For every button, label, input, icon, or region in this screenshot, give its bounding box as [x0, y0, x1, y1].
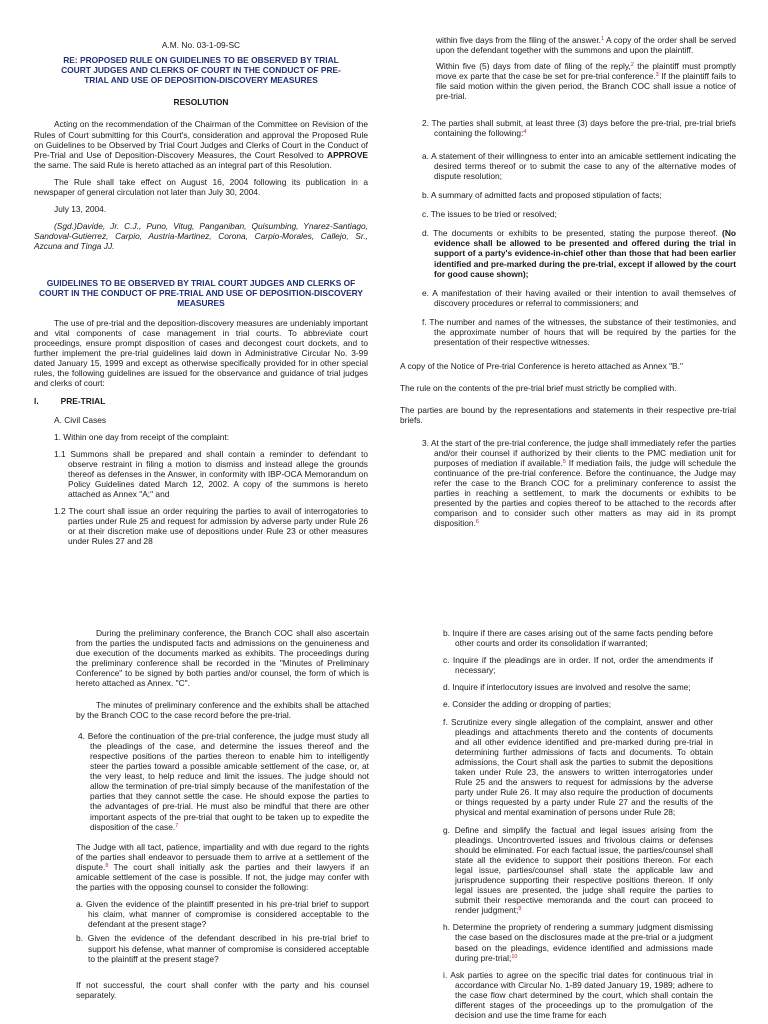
judge-tact-paragraph: The Judge with all tact, patience, impartiality and with due regard to the rights of the parties shall endeavor to persuade them to arrive at a settlement of the dispute.$^8$ The court shall initially ask the parties and their lawyers if an amicable settlement of the case is possible. If not, the judge may confer with the parties with the opposing counsel to consider the following: [76, 841, 369, 893]
footnote-6-link[interactable]: 6 [475, 519, 479, 526]
item-2d: d. The documents or exhibits to be presented, stating the purpose thereof. (No evidence shall be allowed to be presented and offered during the trial in support of a party's evidence-in-chief other than those that had been earlier identified and pre-marked during the pre-trial, except if allowed by the court for good cause shown); [422, 228, 736, 279]
section-heading-pretrial: I. PRE-TRIAL [34, 396, 106, 407]
left-column [34, 40, 368, 547]
item-3: 3. At the start of the pre-trial conference, the judge shall immediately refer the parties and/or their counsel if authorized by their clients to the PMC mediation unit for purposes of mediation if available.$^5$ If mediation fails, the judge will schedule the continuance of the pre-trial conference. Before the continuance, the Judge may refer the case to the Branch COC for a preliminary conference to assist the parties in reaching a settlement, to mark the documents or exhibits to be presented by the parties and copies thereof to be attached to the records after comparison and to consider such other matters as may aid in its prompt disposition.$^6$ [422, 437, 736, 529]
guidelines-title: GUIDELINES TO BE OBSERVED BY TRIAL COURT JUDGES AND CLERKS OF COURT IN THE CONDUCT OF PRE-TRIAL AND USE OF DEPOSITION-DISCOVERY MEASURES [39, 277, 363, 308]
intro-paragraph: The use of pre-trial and the deposition-discovery measures are undeniably important and vital components of case management in trial courts. To abbreviate court proceedings, ensure prompt disposition of cases and decongest court dockets, and to further implement the pre-trial guidelines laid down in Administrative Circular No. 3-99 dated January 15, 1999 and except as otherwise specifically provided for in other special rules, the following guidelines are issued for the observance and guidance of trial judges and clerks of court: [34, 317, 368, 389]
item-i: i. Ask parties to agree on the specific trial dates for continuous trial in accordance with Circular No. 1-89 dated January 19, 1989; adhere to the case flow chart determined by the court, which shall contain the different stages of the proceedings up to the promulgation of the decision and use the time frame for each [443, 969, 713, 1021]
am-number: A.M. No. 03-1-09-SC [161, 40, 241, 50]
compliance-note: The rule on the contents of the pre-trial brief must strictly be complied with. [400, 383, 677, 394]
item-f: f. Scrutinize every single allegation of the complaint, answer and other pleadings and attachments thereto and the contents of documents and all other evidence identified and pre-marked during pre-trial in determining further admissions of facts and documents. To obtain admissions, the Court shall ask the parties to submit the depositions taken under Rule 23, the answers to written interrogatories under Rule 25 and the answers to request for admissions by the adverse party under Rule 26. It may also require the production of documents or things requested by a party under Rule 27 and the results of the physical and mental examination of persons under Rule 28; [443, 716, 713, 818]
item-4b: b. Given the evidence of the defendant described in his pre-trial brief to support his defense, what manner of compromise is considered acceptable to the plaintiff at the present stage? [76, 933, 369, 964]
bound-note: The parties are bound by the representations and statements in their respective pre-trial briefs. [400, 405, 736, 426]
footnote-5-link[interactable]: 5 [562, 458, 566, 465]
item-2: 2. The parties shall submit, at least three (3) days before the pre-trial, pre-trial briefs containing the following:$^4$ [422, 117, 736, 138]
resolution-paragraph: Acting on the recommendation of the Chairman of the Committee on Revision of the Rules of Court submitting for this Court's, consideration and approval the Proposed Rule on Guidelines to be Observed by Trial Court Judges and Clerks of Court in the Conduct of Pre-Trial and Use of Deposition-Discovery Measures, the Court Resolved to APPROVE the same. The said Rule is hereto attached as an integral part of this Resolution. [34, 119, 368, 170]
minutes-paragraph: The minutes of preliminary conference and the exhibits shall be attached by the Branch COC to the case record before the pre-trial. [76, 699, 369, 720]
item-c: c. Inquire if the pleadings are in order. If not, order the amendments if necessary; [443, 655, 713, 676]
right-column [400, 35, 736, 528]
resolution-heading: RESOLUTION [173, 97, 229, 108]
item-b: b. Inquire if there are cases arising out of the same facts pending before other courts and order its consolidation if warranted; [443, 628, 713, 649]
document-page-2 [0, 614, 768, 1024]
item-d: d. Inquire if interlocutory issues are involved and resolve the same; [443, 682, 691, 693]
item-2c: c. The issues to be tried or resolved; [422, 209, 557, 220]
footnote-3-link[interactable]: 3 [655, 72, 659, 79]
preliminary-conference-paragraph: During the preliminary conference, the Branch COC shall also ascertain from the parties the undisputed facts and admissions on the genuineness and due execution of the documents marked as exhibits. The proceedings during the preliminary conference shall be recorded in the "Minutes of Preliminary Conference" to be signed by both parties and/or counsel, the form of which is hereto attached as Annex. "C". [76, 628, 369, 689]
item-g: g. Define and simplify the factual and legal issues arising from the pleadings. Uncontroverted issues and frivolous claims or defenses should be eliminated. For each factual issue, the parties/counsel shall state all the evidence to support their positions thereon. For each legal issue, parties/counsel shall state the applicable law and jurisprudence supporting their respective positions thereon. If only legal issues are presented, the judge shall require the parties to submit their respective memoranda and the court can proceed to render judgment;$^9$ [443, 824, 713, 916]
footnote-2-link[interactable]: 2 [630, 62, 634, 69]
item-2e: e. A manifestation of their having availed or their intention to avail themselves of discovery procedures or referral to commissioners; and [422, 287, 736, 308]
item-e: e. Consider the adding or dropping of parties; [443, 699, 612, 710]
continuation-paragraph: within five days from the filing of the answer.$^1$ A copy of the order shall be served upon the defendant together with the summons and upon the plaintiff. [436, 35, 736, 56]
not-successful-paragraph: If not successful, the court shall confer with the party and his counsel separately. [76, 979, 369, 1000]
resolution-title: RE: PROPOSED RULE ON GUIDELINES TO BE OBSERVED BY TRIAL COURT JUDGES AND CLERKS OF COURT IN THE CONDUCT OF PRE-TRIAL AND USE OF DEPOSITION-DISCOVERY MEASURES [61, 55, 341, 86]
item-4a: a. Given the evidence of the plaintiff presented in his pre-trial brief to support his claim, what manner of compromise is considered acceptable to the defendant at the present stage? [76, 899, 369, 930]
item-4: 4. Before the continuation of the pre-trial conference, the judge must study all the pleadings of the case, and determine the issues thereof and the respective positions of the parties thereon to enable him to intelligently steer the parties toward a possible amicable settlement of the case, or, at the very least, to help reduce and limit the issues. The judge should not allow the termination of pre-trial simply because of the manifestation of the parties that they cannot settle the case. He should expose the parties to the advantages of pre-trial. He must also be mindful that there are other important aspects of the pre-trial that ought to be taken up to expedite the disposition of the case.$^7$ [78, 730, 369, 832]
annex-b-note: A copy of the Notice of Pre-trial Conference is hereto attached as Annex "B." [400, 361, 683, 372]
footnote-7-link[interactable]: 7 [175, 822, 179, 829]
item-2f: f. The number and names of the witnesses, the substance of their testimonies, and the approximate number of hours that will be required by the parties for the presentation of their respective witnesses. [422, 316, 736, 348]
footnote-9-link[interactable]: 9 [518, 906, 522, 913]
right-column-page-2 [443, 628, 713, 1020]
footnote-10-link[interactable]: 10 [511, 953, 518, 960]
effectivity-paragraph: The Rule shall take effect on August 16, 2004 following its publication in a newspaper of general circulation not later than July 30, 2004. [34, 176, 368, 198]
item-2b: b. A summary of admitted facts and proposed stipulation of facts; [422, 190, 662, 201]
footnote-4-link[interactable]: 4 [523, 128, 527, 135]
item-1-1: 1.1 Summons shall be prepared and shall contain a reminder to defendant to observe restraint in filing a motion to dismiss and instead allege the grounds thereof as defenses in the Answer, in conformity with IBP-OCA Memorandum on Policy Guidelines dated March 12, 2002. A copy of the summons is hereto attached as Annex "A;" and [54, 448, 368, 500]
resolution-date: July 13, 2004. [54, 204, 107, 215]
item-1: 1. Within one day from receipt of the complaint: [54, 431, 230, 442]
item-1-2: 1.2 The court shall issue an order requiring the parties to avail of interrogatories to parties under Rule 25 and request for admission by adverse party under Rule 26 or at their discretion make use of depositions under Rule 23 or other measures under Rules 27 and 28 [54, 506, 368, 547]
item-2a: a. A statement of their willingness to enter into an amicable settlement indicating the desired terms thereof or to submit the case to any of the alternative modes of dispute resolution; [422, 150, 736, 181]
footnote-8-link[interactable]: 8 [105, 862, 109, 869]
reply-paragraph: Within five (5) days from date of filing of the reply,$^2$ the plaintiff must promptly move ex parte that the case be set for pre-trial conference.$^3$ If the plaintiff fails to file said motion within the given period, the Branch COC shall issue a notice of pre-trial. [436, 61, 736, 102]
signatories: (Sgd.)Davide, Jr. C.J., Puno, Vitug, Panganiban, Quisumbing, Ynarez-Santiago, Sandoval-Gutierrez, Carpio, Austria-Martinez, Corona, Carpio-Morales, Callejo, Sr., Azcuna and Tinga JJ. [34, 221, 368, 252]
item-h: h. Determine the propriety of rendering a summary judgment dismissing the case based on the disclosures made at the pre-trial or a judgment based on the pleadings, evidence identified and admissions made during pre-trial;$^{10}$ [443, 922, 713, 963]
subsection-civil-cases: A. Civil Cases [54, 414, 107, 425]
left-column-page-2 [76, 628, 369, 1000]
footnote-1-link[interactable]: 1 [600, 36, 605, 42]
